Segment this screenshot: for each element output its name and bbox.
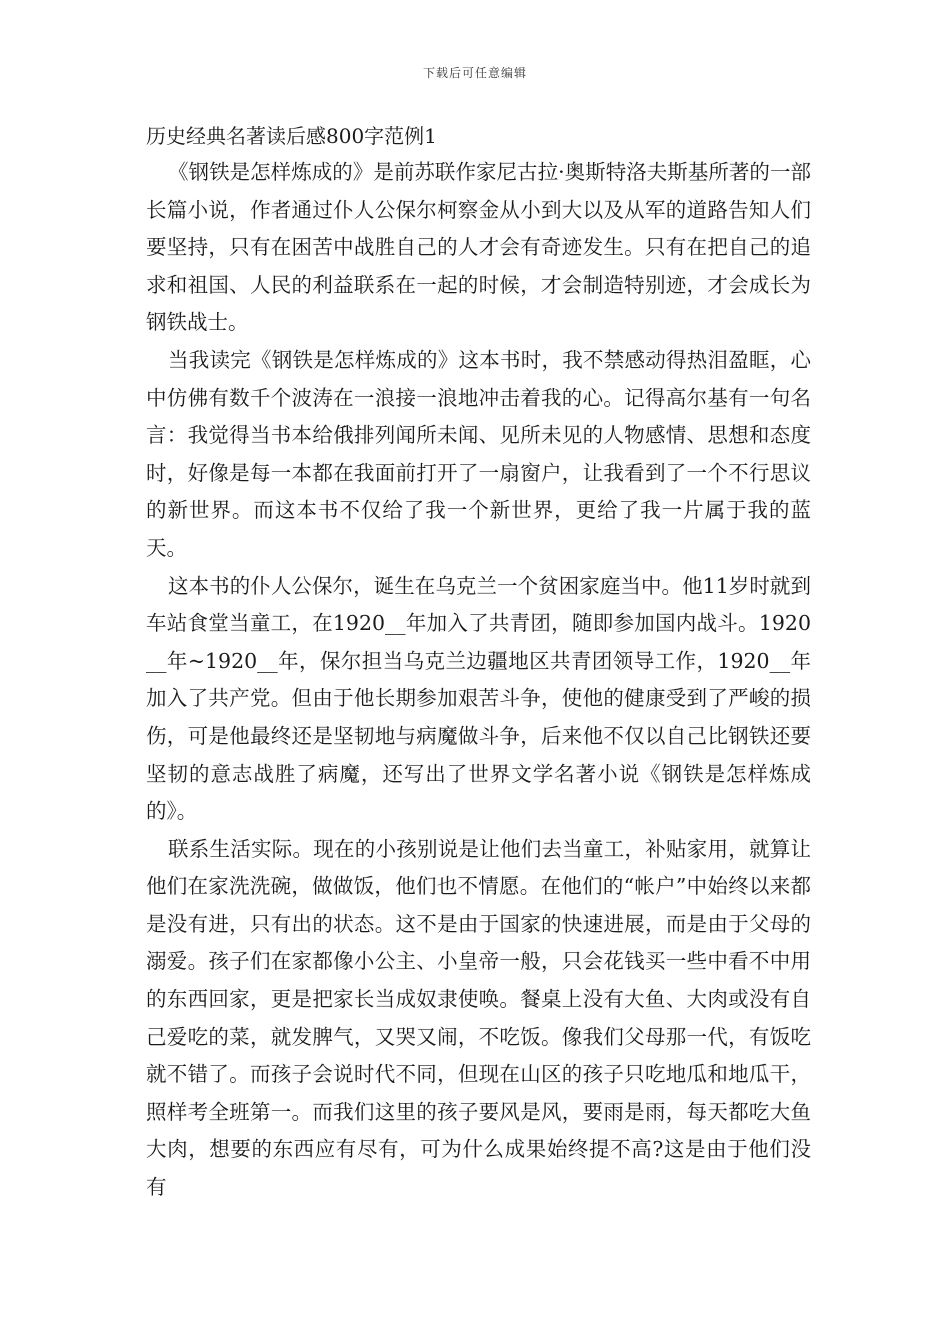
paragraph-3: 这本书的仆人公保尔，诞生在乌克兰一个贫困家庭当中。他11岁时就到车站食堂当童工，在1920__年加入了共青团，随即参加国内战斗。1920__年~1920__年，保尔担当乌克兰边疆地区共青团领导工作，1920__年加入了共产党。但由于他长期参加艰苦斗争，使他的健康受到了严峻的损伤，可是他最终还是坚韧地与病魔做斗争，后来他不仅以自己比钢铁还要坚韧的意志战胜了病魔，还写出了世界文学名著小说《钢铁是怎样炼成的》。: [146, 573, 811, 824]
paragraph-4: 联系生活实际。现在的小孩别说是让他们去当童工，补贴家用，就算让他们在家洗洗碗，做做饭，他们也不情愿。在他们的“帐户”中始终以来都是没有进，只有出的状态。这不是由于国家的快速进展，而是由于父母的溺爱。孩子们在家都像小公主、小皇帝一般，只会花钱买一些中看不中用的东西回家，更是把家长当成奴隶使唤。餐桌上没有大鱼、大肉或没有自己爱吃的菜，就发脾气，又哭又闹，不吃饭。像我们父母那一代，有饭吃就不错了。而孩子会说时代不同，但现在山区的孩子只吃地瓜和地瓜干，照样考全班第一。而我们这里的孩子要风是风，要雨是雨，每天都吃大鱼大肉，想要的东西应有尽有，可为什么成果始终提不高?这是由于他们没有: [146, 836, 811, 1200]
document-title: 历史经典名著读后感800字范例1: [146, 124, 437, 148]
page-header: 下载后可任意编辑: [422, 66, 527, 80]
paragraph-2: 当我读完《钢铁是怎样炼成的》这本书时，我不禁感动得热泪盈眶，心中仿佛有数千个波涛在一浪接一浪地冲击着我的心。记得高尔基有一句名言：我觉得当书本给俄排列闻所未闻、见所未见的人物感情、思想和态度时，好像是每一本都在我面前打开了一扇窗户，让我看到了一个不行思议的新世界。而这本书不仅给了我一个新世界，更给了我一片属于我的蓝天。: [146, 347, 811, 560]
document-body: [146, 118, 811, 1207]
paragraph-1: 《钢铁是怎样炼成的》是前苏联作家尼古拉·奥斯特洛夫斯基所著的一部长篇小说，作者通过仆人公保尔柯察金从小到大以及从军的道路告知人们要坚持，只有在困苦中战胜自己的人才会有奇迹发生。只有在把自己的追求和祖国、人民的利益联系在一起的时候，才会制造特别迹，才会成长为钢铁战士。: [146, 160, 811, 335]
